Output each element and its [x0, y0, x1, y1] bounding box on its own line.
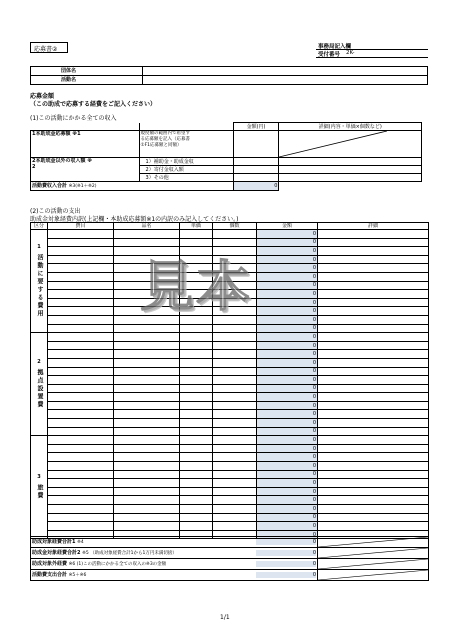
expense-qty-cell[interactable]: [213, 436, 257, 445]
expense-row: [31, 453, 429, 462]
expense-row: [31, 410, 429, 419]
expense-qty-cell[interactable]: [213, 230, 257, 239]
totals-row2-note: ※5 （助成対象経費合計1から1万円未満切捨）: [82, 550, 177, 556]
expense-amount-cell: 0: [257, 230, 318, 239]
expense-item-cell[interactable]: [48, 230, 114, 239]
expense-name-cell[interactable]: [114, 230, 180, 239]
expense-detail-cell[interactable]: [318, 272, 429, 281]
expense-name-cell[interactable]: [114, 350, 180, 359]
income-row1-detail: [279, 131, 422, 158]
group-name-label: 団体名: [31, 67, 143, 76]
expense-amount-cell: 0: [257, 444, 318, 453]
expense-unit-cell[interactable]: [180, 444, 213, 453]
expense-item-cell[interactable]: [48, 307, 114, 316]
expense-name-cell[interactable]: [114, 358, 180, 367]
expense-detail-cell[interactable]: [318, 315, 429, 324]
expense-unit-cell[interactable]: [180, 479, 213, 488]
totals-row2-value: 0: [256, 550, 316, 556]
expense-name-cell[interactable]: [114, 462, 180, 471]
expense-amount-cell: 0: [257, 530, 318, 539]
expense-col-cat: 区分: [31, 223, 48, 230]
expense-name-cell[interactable]: [114, 401, 180, 410]
expense-unit-cell[interactable]: [180, 350, 213, 359]
expense-name-cell[interactable]: [114, 341, 180, 350]
expense-detail-cell[interactable]: [318, 505, 429, 514]
expense-detail-cell[interactable]: [318, 393, 429, 402]
expense-detail-cell[interactable]: [318, 341, 429, 350]
income-total-empty: [279, 182, 422, 191]
totals-row1-slash: [318, 537, 429, 548]
expense-qty-cell[interactable]: [213, 453, 257, 462]
expense-item-cell[interactable]: [48, 255, 114, 264]
income-col-detail: 詳細(内容・単価×個数など): [279, 123, 422, 131]
expense-item-cell[interactable]: [48, 272, 114, 281]
expense-amount-cell: 0: [257, 315, 318, 324]
expense-amount-cell: 0: [257, 393, 318, 402]
totals-row1-note: ※4: [77, 539, 84, 545]
income-row2-detail-3[interactable]: [279, 174, 422, 182]
expense-qty-cell[interactable]: [213, 341, 257, 350]
expense-detail-cell[interactable]: [318, 522, 429, 531]
expense-row: [31, 419, 429, 428]
expense-detail-cell[interactable]: [318, 513, 429, 522]
expense-name-cell[interactable]: [114, 384, 180, 393]
form-label: 応募書②: [34, 46, 58, 53]
expense-qty-cell[interactable]: [213, 350, 257, 359]
income-row2-amount-1[interactable]: [233, 158, 279, 166]
expense-amount-cell: 0: [257, 255, 318, 264]
expense-unit-cell[interactable]: [180, 522, 213, 531]
income-row1-note: [139, 131, 233, 158]
expense-detail-cell[interactable]: [318, 230, 429, 239]
expense-name-cell[interactable]: [114, 367, 180, 376]
totals-row1-text: 助成対象経費合計1: [32, 538, 76, 545]
expense-row: [31, 462, 429, 471]
expense-unit-cell[interactable]: [180, 230, 213, 239]
expense-detail-cell[interactable]: [318, 479, 429, 488]
income-row2-label-2: 2: [32, 164, 36, 170]
expense-qty-cell[interactable]: [213, 384, 257, 393]
expense-detail-cell[interactable]: [318, 264, 429, 273]
expense-item-cell[interactable]: [48, 401, 114, 410]
expense-row: [31, 522, 429, 531]
expense-unit-cell[interactable]: [180, 427, 213, 436]
totals-row3-note: ※6 (1)この活動にかかる全ての収入の※3の金額: [68, 561, 167, 567]
income-table: [30, 122, 422, 191]
expense-qty-cell[interactable]: [213, 410, 257, 419]
income-row2-amount-2[interactable]: [233, 166, 279, 174]
expense-detail-cell[interactable]: [318, 419, 429, 428]
expense-detail-cell[interactable]: [318, 462, 429, 471]
expense-item-cell[interactable]: [48, 324, 114, 333]
expense-name-cell[interactable]: [114, 324, 180, 333]
expense-unit-cell[interactable]: [180, 384, 213, 393]
income-row1-label: 1本助成金応募額 ※1: [31, 131, 140, 158]
expense-detail-cell[interactable]: [318, 358, 429, 367]
expense-qty-cell[interactable]: [213, 479, 257, 488]
expense-item-cell[interactable]: [48, 419, 114, 428]
expense-section-sub: 助成金対象経費内訳(上記欄・本助成応募額※1の内訳のみ記入してください。): [30, 216, 239, 223]
totals-row4-note: ※5＋※6: [68, 572, 87, 578]
expense-unit-cell[interactable]: [180, 358, 213, 367]
totals-row4-value: 0: [256, 572, 316, 578]
expense-detail-cell[interactable]: [318, 298, 429, 307]
expense-qty-cell[interactable]: [213, 376, 257, 385]
income-row2-detail-2[interactable]: [279, 166, 422, 174]
totals-table: [30, 536, 429, 581]
income-total-value: 0: [233, 182, 279, 191]
expense-name-cell[interactable]: [114, 505, 180, 514]
expense-amount-cell: 0: [257, 298, 318, 307]
expense-qty-cell[interactable]: [213, 324, 257, 333]
expense-qty-cell[interactable]: [213, 367, 257, 376]
income-total-label: [31, 182, 234, 191]
totals-row3-text: 助成対象外経費: [32, 560, 68, 567]
expense-qty-cell[interactable]: [213, 401, 257, 410]
expense-amount-cell: 0: [257, 272, 318, 281]
expense-amount-cell: 0: [257, 333, 318, 342]
expense-item-cell[interactable]: [48, 290, 114, 299]
totals-row1-value: 0: [256, 539, 316, 545]
expense-item-cell[interactable]: [48, 479, 114, 488]
expense-item-cell[interactable]: [48, 384, 114, 393]
sample-watermark: 見本: [140, 255, 252, 318]
expense-name-cell[interactable]: [114, 513, 180, 522]
expense-detail-cell[interactable]: [318, 350, 429, 359]
expense-name-cell[interactable]: [114, 410, 180, 419]
totals-row4-slash: [318, 570, 429, 581]
expense-amount-cell: 0: [257, 505, 318, 514]
expense-detail-cell[interactable]: [318, 453, 429, 462]
expense-detail-cell[interactable]: [318, 324, 429, 333]
expense-name-cell[interactable]: [114, 487, 180, 496]
expense-item-cell[interactable]: [48, 341, 114, 350]
expense-item-cell[interactable]: [48, 281, 114, 290]
expense-col-qty: 個数: [213, 223, 257, 230]
expense-cat2-name: 拠点設置費: [36, 369, 43, 410]
expense-row: [31, 324, 429, 333]
expense-name-cell[interactable]: [114, 333, 180, 342]
expense-row: [31, 513, 429, 522]
totals-row2-label: [31, 548, 318, 559]
expense-amount-cell: 0: [257, 479, 318, 488]
expense-item-cell[interactable]: [48, 376, 114, 385]
expense-unit-cell[interactable]: [180, 496, 213, 505]
expense-name-cell[interactable]: [114, 436, 180, 445]
expense-item-cell[interactable]: [48, 470, 114, 479]
expense-row: [31, 230, 429, 239]
expense-unit-cell[interactable]: [180, 376, 213, 385]
totals-row2-text: 助成金対象経費合計2: [32, 549, 81, 556]
expense-detail-cell[interactable]: [318, 496, 429, 505]
expense-unit-cell[interactable]: [180, 462, 213, 471]
expense-amount-cell: 0: [257, 281, 318, 290]
expense-unit-cell[interactable]: [180, 401, 213, 410]
income-row1-slash: [279, 131, 387, 157]
expense-row: [31, 358, 429, 367]
expense-amount-cell: 0: [257, 419, 318, 428]
office-label: 事務局記入欄: [318, 44, 352, 50]
expense-detail-cell[interactable]: [318, 376, 429, 385]
totals-row2-slash: [318, 548, 429, 559]
expense-detail-cell[interactable]: [318, 281, 429, 290]
expense-detail-cell[interactable]: [318, 384, 429, 393]
activity-name-label: 活動名: [31, 76, 143, 85]
expense-unit-cell[interactable]: [180, 410, 213, 419]
expense-row: [31, 505, 429, 514]
expense-detail-cell[interactable]: [318, 247, 429, 256]
expense-unit-cell[interactable]: [180, 487, 213, 496]
expense-item-cell[interactable]: [48, 333, 114, 342]
expense-detail-cell[interactable]: [318, 410, 429, 419]
expense-unit-cell[interactable]: [180, 333, 213, 342]
page-number: 1/1: [220, 614, 230, 621]
group-name-field[interactable]: [143, 67, 428, 76]
expense-amount-cell: 0: [257, 307, 318, 316]
expense-item-cell[interactable]: [48, 350, 114, 359]
expense-amount-cell: 0: [257, 358, 318, 367]
expense-item-cell[interactable]: [48, 315, 114, 324]
expense-unit-cell[interactable]: [180, 436, 213, 445]
expense-name-cell[interactable]: [114, 470, 180, 479]
expense-qty-cell[interactable]: [213, 427, 257, 436]
expense-detail-cell[interactable]: [318, 470, 429, 479]
expense-amount-cell: 0: [257, 427, 318, 436]
expense-col-detail: 詳細: [318, 223, 429, 230]
expense-name-cell[interactable]: [114, 427, 180, 436]
expense-row: [31, 341, 429, 350]
expense-cat1-label: [31, 230, 48, 333]
expense-unit-cell[interactable]: [180, 393, 213, 402]
expense-amount-cell: 0: [257, 367, 318, 376]
totals-row3-value: 0: [256, 561, 316, 567]
expense-amount-cell: 0: [257, 264, 318, 273]
expense-cat1-num: 1: [37, 244, 41, 251]
expense-detail-cell[interactable]: [318, 427, 429, 436]
expense-unit-cell[interactable]: [180, 367, 213, 376]
expense-item-cell[interactable]: [48, 358, 114, 367]
expense-amount-cell: 0: [257, 238, 318, 247]
expense-qty-cell[interactable]: [213, 496, 257, 505]
expense-row: [31, 350, 429, 359]
expense-name-cell[interactable]: [114, 522, 180, 531]
expense-section-title: (2)この活動の支出: [30, 208, 81, 215]
expense-name-cell[interactable]: [114, 453, 180, 462]
expense-qty-cell[interactable]: [213, 333, 257, 342]
expense-detail-cell[interactable]: [318, 255, 429, 264]
expense-amount-cell: 0: [257, 384, 318, 393]
expense-amount-cell: 0: [257, 350, 318, 359]
expense-amount-cell: 0: [257, 290, 318, 299]
expense-item-cell[interactable]: [48, 496, 114, 505]
expense-unit-cell[interactable]: [180, 419, 213, 428]
expense-item-cell[interactable]: [48, 436, 114, 445]
expense-qty-cell[interactable]: [213, 470, 257, 479]
expense-col-amount: 金額: [257, 223, 318, 230]
expense-detail-cell[interactable]: [318, 290, 429, 299]
expense-detail-cell[interactable]: [318, 436, 429, 445]
expense-col-item: 費目: [48, 223, 114, 230]
expense-row: [31, 470, 429, 479]
expense-amount-cell: 0: [257, 513, 318, 522]
expense-cat3-label: [31, 436, 48, 539]
expense-amount-cell: 0: [257, 462, 318, 471]
expense-detail-cell[interactable]: [318, 238, 429, 247]
expense-row: [31, 479, 429, 488]
expense-cat3-num: 3: [37, 474, 41, 481]
expense-item-cell[interactable]: [48, 367, 114, 376]
income-empty-head: [31, 123, 140, 131]
expense-row: [31, 376, 429, 385]
totals-row3-label: [31, 559, 318, 570]
expense-item-cell[interactable]: [48, 513, 114, 522]
expense-unit-cell[interactable]: [180, 513, 213, 522]
income-empty-head2: [139, 123, 233, 131]
expense-item-cell[interactable]: [48, 522, 114, 531]
expense-amount-cell: 0: [257, 376, 318, 385]
expense-detail-cell[interactable]: [318, 307, 429, 316]
expense-qty-cell[interactable]: [213, 444, 257, 453]
income-row1-note-1: 規度額の範囲内で希望す: [140, 131, 191, 136]
totals-row4-text: 活動費支出合計: [32, 571, 68, 578]
income-row2-detail-1[interactable]: [279, 158, 422, 166]
expense-qty-cell[interactable]: [213, 505, 257, 514]
application-title: 応募金額: [30, 93, 55, 100]
office-bottom: [316, 57, 428, 58]
expense-row: [31, 401, 429, 410]
expense-qty-cell[interactable]: [213, 522, 257, 531]
expense-item-cell[interactable]: [48, 264, 114, 273]
application-subtitle: （この助成で応募する経費をご記入ください）: [30, 101, 157, 108]
receipt-prefix[interactable]: 2K-: [346, 50, 355, 56]
expense-item-cell[interactable]: [48, 453, 114, 462]
expense-col-name: 品名: [114, 223, 180, 230]
expense-row: [31, 393, 429, 402]
expense-item-cell[interactable]: [48, 462, 114, 471]
expense-amount-cell: 0: [257, 247, 318, 256]
expense-amount-cell: 0: [257, 341, 318, 350]
expense-name-cell[interactable]: [114, 393, 180, 402]
expense-item-cell[interactable]: [48, 444, 114, 453]
expense-cat2-num: 2: [37, 359, 41, 366]
expense-row: [31, 487, 429, 496]
expense-item-cell[interactable]: [48, 298, 114, 307]
activity-name-field[interactable]: [143, 76, 428, 85]
income-row2-item-2: 2）寄付金収入額: [139, 166, 233, 174]
income-row2-label: [31, 158, 140, 182]
income-section-title: (1)この活動にかかる全ての収入: [30, 115, 117, 122]
expense-unit-cell[interactable]: [180, 341, 213, 350]
expense-qty-cell[interactable]: [213, 358, 257, 367]
expense-unit-cell[interactable]: [180, 470, 213, 479]
expense-detail-cell[interactable]: [318, 401, 429, 410]
expense-qty-cell[interactable]: [213, 513, 257, 522]
totals-row4-label: [31, 570, 318, 581]
income-row2-item-3: 3）その他: [139, 174, 233, 182]
expense-row: [31, 384, 429, 393]
expense-cat1-name: 活動に要する費用: [36, 254, 43, 319]
expense-qty-cell[interactable]: [213, 393, 257, 402]
totals-row3-slash: [318, 559, 429, 570]
expense-cat3-name: 旅費: [36, 484, 43, 501]
expense-unit-cell[interactable]: [180, 324, 213, 333]
expense-qty-cell[interactable]: [213, 487, 257, 496]
expense-item-cell[interactable]: [48, 487, 114, 496]
expense-item-cell[interactable]: [48, 238, 114, 247]
expense-unit-cell[interactable]: [180, 505, 213, 514]
income-row2-amount-3[interactable]: [233, 174, 279, 182]
expense-row: [31, 496, 429, 505]
expense-amount-cell: 0: [257, 470, 318, 479]
expense-col-unit: 単価: [180, 223, 213, 230]
expense-unit-cell[interactable]: [180, 453, 213, 462]
expense-name-cell[interactable]: [114, 376, 180, 385]
income-row2-item-1: 1）補助金・助成金収: [139, 158, 233, 166]
income-total-note: ※3(※1＋※2): [68, 183, 97, 189]
expense-amount-cell: 0: [257, 522, 318, 531]
expense-detail-cell[interactable]: [318, 333, 429, 342]
expense-amount-cell: 0: [257, 487, 318, 496]
expense-item-cell[interactable]: [48, 393, 114, 402]
expense-item-cell[interactable]: [48, 247, 114, 256]
expense-name-cell[interactable]: [114, 479, 180, 488]
income-row2-label-1: 2本助成金以外の収入額 ※: [32, 158, 93, 164]
expense-detail-cell[interactable]: [318, 367, 429, 376]
expense-row: [31, 333, 429, 342]
expense-amount-cell: 0: [257, 453, 318, 462]
expense-qty-cell[interactable]: [213, 419, 257, 428]
org-table: [30, 66, 428, 85]
totals-row1-label: [31, 537, 318, 548]
expense-item-cell[interactable]: [48, 427, 114, 436]
expense-amount-cell: 0: [257, 401, 318, 410]
expense-amount-cell: 0: [257, 410, 318, 419]
expense-item-cell[interactable]: [48, 505, 114, 514]
expense-cat2-label: [31, 333, 48, 436]
income-row1-amount[interactable]: [233, 131, 279, 158]
expense-amount-cell: 0: [257, 324, 318, 333]
expense-detail-cell[interactable]: [318, 444, 429, 453]
expense-amount-cell: 0: [257, 436, 318, 445]
expense-detail-cell[interactable]: [318, 487, 429, 496]
expense-name-cell[interactable]: [114, 444, 180, 453]
expense-name-cell[interactable]: [114, 419, 180, 428]
expense-amount-cell: 0: [257, 496, 318, 505]
expense-row: [31, 427, 429, 436]
expense-row: [31, 367, 429, 376]
income-row1-note-3: ①F1応募額と同額）: [140, 143, 182, 148]
expense-qty-cell[interactable]: [213, 462, 257, 471]
income-total-label-text: 活動費収入合計: [32, 182, 68, 189]
expense-row: [31, 436, 429, 445]
income-col-amount: 金額(円): [233, 123, 279, 131]
receipt-label: 受付番号: [318, 52, 341, 58]
expense-row: [31, 444, 429, 453]
income-row1-note-2: る応募額を記入（応募書: [140, 137, 191, 142]
expense-name-cell[interactable]: [114, 496, 180, 505]
expense-item-cell[interactable]: [48, 410, 114, 419]
